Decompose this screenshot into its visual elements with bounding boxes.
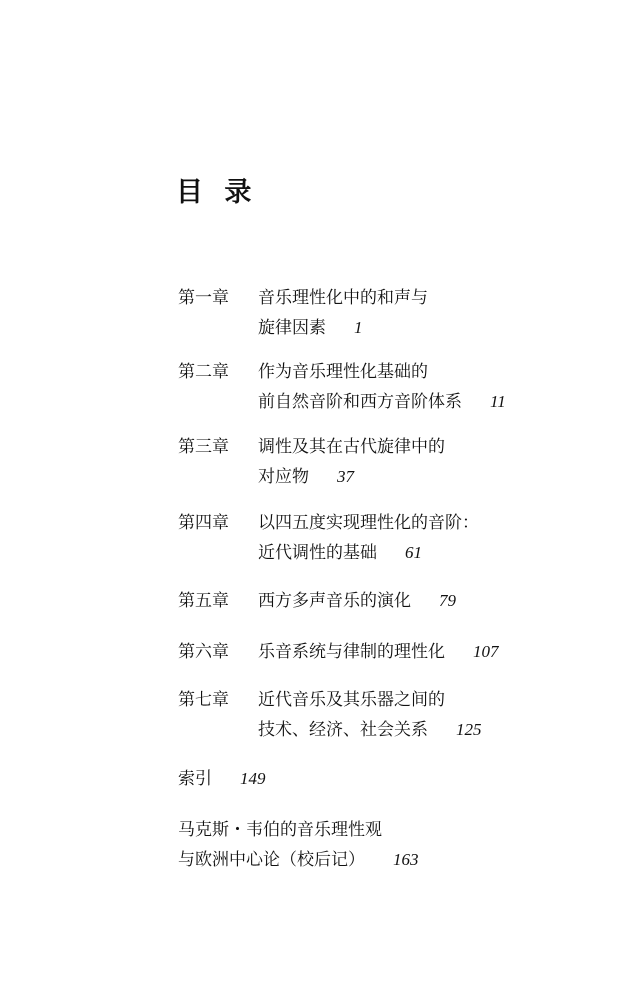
postscript-title-line1: 马克斯・韦伯的音乐理性观 — [178, 820, 382, 840]
chapter-label: 第一章 — [178, 288, 229, 308]
chapter-title-line1: 调性及其在古代旋律中的 — [258, 437, 445, 457]
toc-entry-chapter-1[interactable] — [178, 283, 428, 343]
index-label: 索引 — [178, 769, 212, 789]
chapter-label: 第三章 — [178, 437, 229, 457]
chapter-title-line1: 西方多声音乐的演化 — [258, 591, 411, 611]
chapter-label: 第七章 — [178, 690, 229, 710]
toc-entry-chapter-7[interactable] — [178, 685, 482, 745]
toc-entry-chapter-6[interactable] — [178, 637, 499, 667]
page-number: 37 — [337, 467, 354, 486]
chapter-label: 第五章 — [178, 591, 229, 611]
chapter-label: 第二章 — [178, 362, 229, 382]
chapter-title-line2: 对应物 — [258, 467, 309, 487]
toc-entry-index[interactable] — [178, 764, 266, 794]
chapter-title-line1: 乐音系统与律制的理性化 — [258, 642, 445, 662]
toc-entry-postscript[interactable] — [178, 815, 419, 875]
page-number: 61 — [405, 543, 422, 562]
chapter-title-line1: 作为音乐理性化基础的 — [258, 362, 428, 382]
chapter-label: 第六章 — [178, 642, 229, 662]
chapter-title-line1: 以四五度实现理性化的音阶： — [258, 513, 479, 533]
toc-entry-chapter-2[interactable] — [178, 357, 506, 417]
page-number: 79 — [439, 591, 456, 610]
postscript-title-line2: 与欧洲中心论（校后记） — [178, 850, 365, 870]
page-title: 目 录 — [176, 177, 258, 208]
toc-entry-chapter-3[interactable] — [178, 432, 445, 492]
chapter-title-line2: 前自然音阶和西方音阶体系 — [258, 392, 462, 412]
page-number: 125 — [456, 720, 482, 739]
chapter-title-line2: 近代调性的基础 — [258, 543, 377, 563]
page-number: 163 — [393, 850, 419, 869]
chapter-title-line1: 音乐理性化中的和声与 — [258, 288, 428, 308]
chapter-title-line2: 旋律因素 — [258, 318, 326, 338]
page-number: 1 — [354, 318, 363, 337]
toc-entry-chapter-4[interactable] — [178, 508, 479, 568]
chapter-title-line2: 技术、经济、社会关系 — [258, 720, 428, 740]
chapter-label: 第四章 — [178, 513, 229, 533]
page-number: 11 — [490, 392, 506, 411]
chapter-title-line1: 近代音乐及其乐器之间的 — [258, 690, 445, 710]
page-number: 107 — [473, 642, 499, 661]
page-number: 149 — [240, 769, 266, 788]
toc-entry-chapter-5[interactable] — [178, 586, 456, 616]
